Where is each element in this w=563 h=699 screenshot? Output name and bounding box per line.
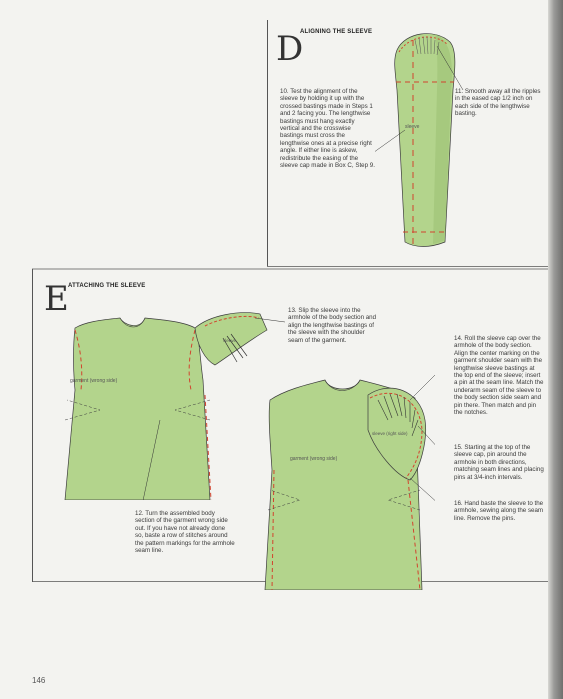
section-d-letter: D [276, 29, 304, 69]
sleeve-label-small: sleeve [223, 338, 237, 343]
section-d-title: ALIGNING THE SLEEVE [300, 29, 373, 35]
body-section-right-illustration [260, 360, 435, 590]
garment-label-left: garment (wrong side) [70, 378, 118, 384]
step-16-caption: 16. Hand baste the sleeve to the armhole, sewing along the seam line. Remove the pins. [454, 500, 544, 522]
sleeve-right-side-label: sleeve (right side) [372, 431, 408, 436]
leader-step14 [410, 370, 435, 400]
step-15-caption: 15. Starting at the top of the sleeve cap, pin around the armhole in both directions, matching seam lines and placing pins at 3/4-inch intervals. [454, 444, 544, 481]
section-e-title: ATTACHING THE SLEEVE [68, 283, 146, 289]
step-10-caption: 10. Test the alignment of the sleeve by holding it up with the crossed bastings made in Steps 1 and 2 facing you. The lengthwise bastings must hang exactly vertical and the crosswise bastings must cross the lengthwise ones at a precise right angle. If either line is askew, redistribute the easing of the sleeve cap made in Box C, Step 9. [280, 88, 375, 170]
page-edge [548, 0, 563, 699]
body-left [65, 318, 210, 500]
step-12-caption: 12. Turn the assembled body section of the garment wrong side out. If you have not already done so, baste a row of stitches around the pattern markings for the armhole seam line. [135, 510, 235, 555]
page-number: 146 [32, 676, 46, 685]
sleeve-label-d: sleeve [405, 124, 420, 130]
step-14-caption: 14. Roll the sleeve cap over the armhole of the body section. Align the center marking on the garment shoulder seam with the lengthwise sleeve bastings at the top end of the sleeve; insert a pin at the seam line. Match the underarm seam of the sleeve to the body section side seam and pin there. Then match and pin the notches. [454, 335, 544, 417]
section-e-letter: E [44, 279, 69, 319]
step-13-caption: 13. Slip the sleeve into the armhole of the body section and align the lengthwise bastings of the sleeve with the shoulder seam of the garment. [288, 307, 377, 344]
sleeve-alignment-illustration [375, 20, 495, 260]
garment-label-right: garment (wrong side) [290, 456, 338, 462]
step-11-caption: 11. Smooth away all the ripples in the eased cap 1/2 inch on each side of the lengthwise basting. [455, 88, 541, 118]
